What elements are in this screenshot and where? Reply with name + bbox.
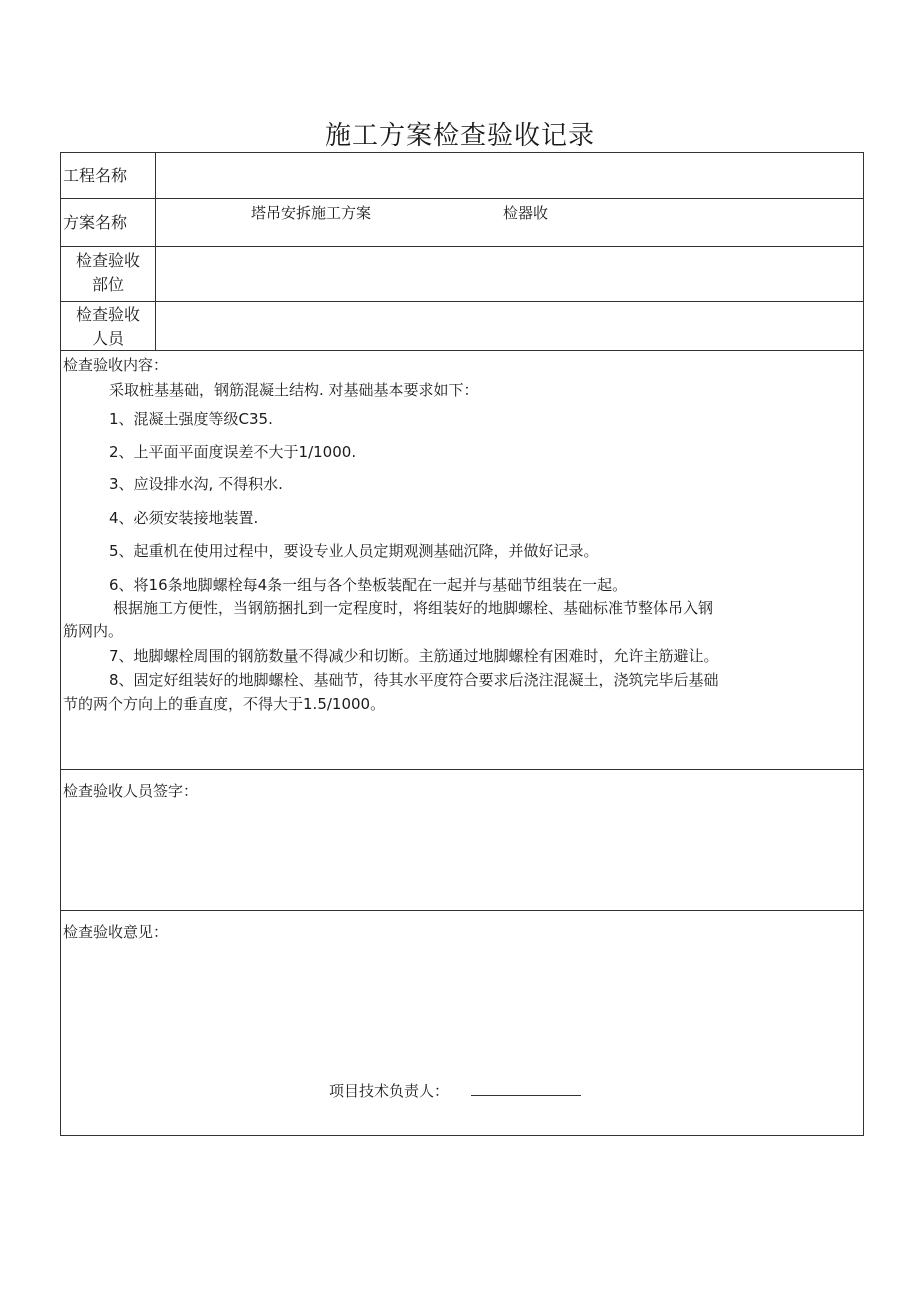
project-name-label: 工程名称 (63, 166, 128, 185)
plan-name-label: 方案名称 (63, 213, 128, 232)
tech-lead-signature-line[interactable] (471, 1079, 581, 1096)
requirement-item: 5、起重机在使用过程中，要设专业人员定期观测基础沉降，并做好记录。 (109, 542, 599, 560)
requirement-item: 3、应设排水沟, 不得积水. (109, 475, 283, 493)
signature-heading: 检查验收人员签字： (63, 782, 199, 800)
inspection-form (60, 152, 864, 1136)
requirement-item: 2、上平面平面度误差不大于1/1000. (109, 443, 357, 461)
opinion-heading: 检查验收意见： (63, 923, 169, 941)
requirement-item: 8、固定好组装好的地脚螺栓、基础节，待其水平度符合要求后浇注混凝土，浇筑完毕后基础 (109, 671, 719, 689)
plan-name-value: 塔吊安拆施工方案 (251, 204, 372, 222)
row-divider (61, 301, 863, 302)
project-name-field[interactable] (157, 154, 863, 197)
personnel-field[interactable] (157, 303, 863, 349)
requirement-item: 1、混凝土强度等级C35. (109, 410, 273, 428)
requirement-item: 4、必须安装接地装置. (109, 509, 259, 527)
row-divider (61, 246, 863, 247)
content-intro: 采取桩基基础，钢筋混凝土结构. 对基础基本要求如下： (109, 381, 479, 399)
personnel-label-line1: 检查验收 (75, 305, 140, 324)
content-heading: 检查验收内容： (63, 356, 169, 374)
opinion-area[interactable] (63, 946, 861, 1066)
tech-lead-label: 项目技术负责人： (329, 1082, 450, 1100)
location-label-line1: 检查验收 (75, 251, 140, 270)
signature-area[interactable] (63, 805, 861, 905)
requirement-item-continued: 筋网内。 (63, 622, 124, 640)
location-label-line2: 部位 (91, 275, 124, 294)
row-divider (61, 350, 863, 351)
plan-name-extra: 检器收 (503, 204, 549, 222)
tech-lead-row (329, 1079, 581, 1103)
requirement-item: 6、将16条地脚螺栓每4条一组与各个垫板装配在一起并与基础节组装在一起。 (109, 576, 628, 594)
row-divider (61, 910, 863, 911)
requirement-item: 7、地脚螺栓周围的钢筋数量不得减少和切断。主筋通过地脚螺栓有困难时，允许主筋避让。 (109, 647, 719, 665)
column-divider (155, 153, 156, 350)
page-title: 施工方案检查验收记录 (324, 121, 595, 151)
requirement-item-continued: 根据施工方便性，当钢筋捆扎到一定程度时，将组装好的地脚螺栓、基础标准节整体吊入钢 (113, 599, 714, 617)
personnel-label-line2: 人员 (91, 329, 124, 348)
requirement-item-continued: 节的两个方向上的垂直度，不得大于1.5/1000。 (63, 695, 386, 713)
location-field[interactable] (157, 248, 863, 300)
row-divider (61, 769, 863, 770)
row-divider (61, 198, 863, 199)
